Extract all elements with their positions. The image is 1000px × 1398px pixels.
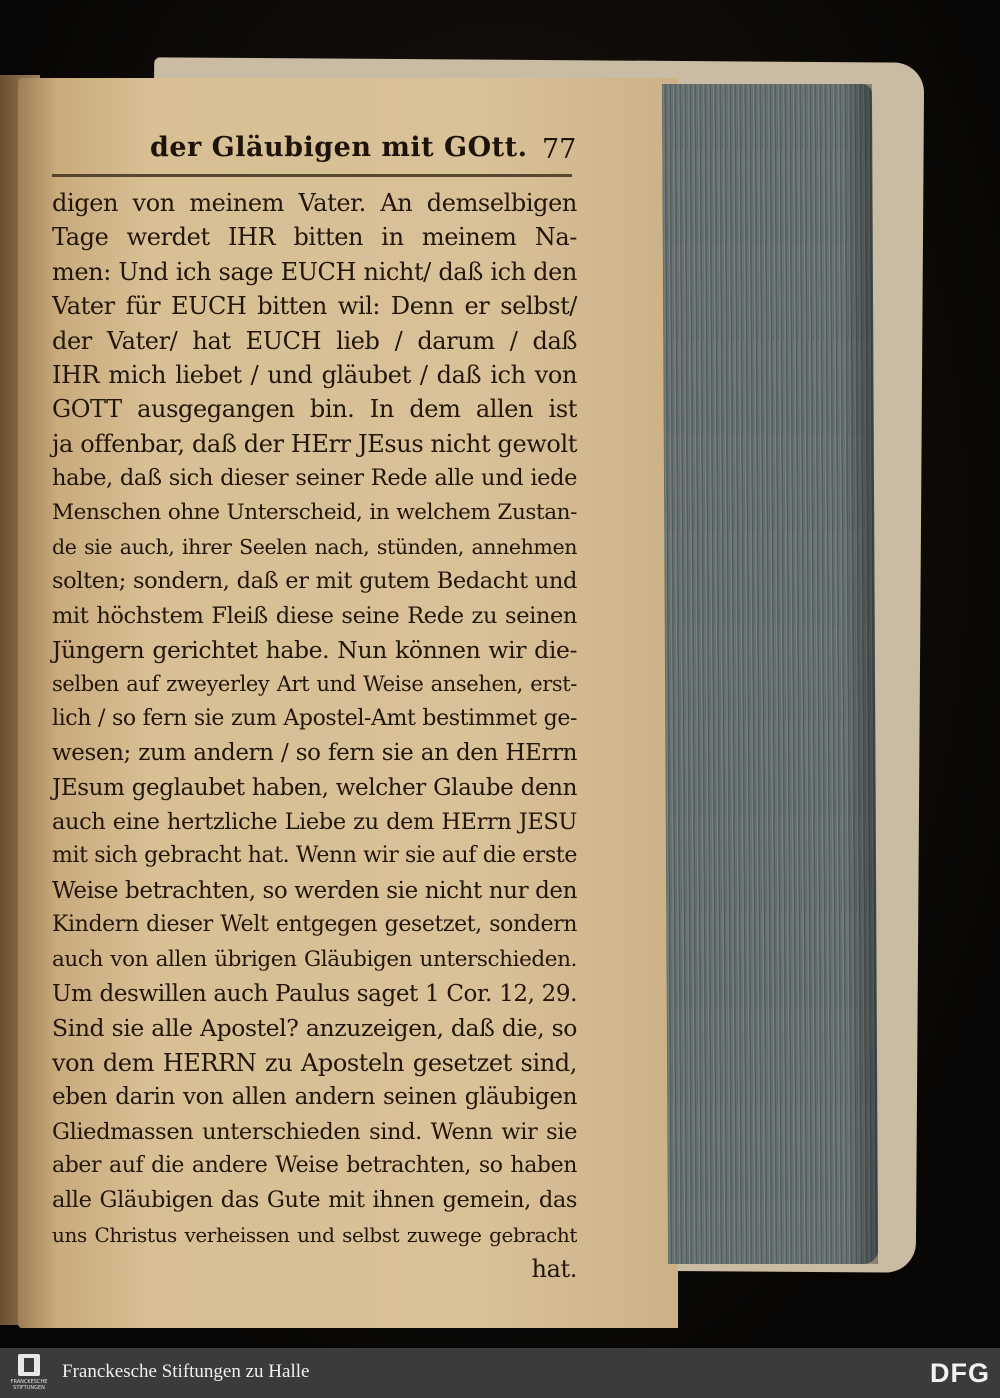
text-line: selben auf zweyerley Art und Weise ansehen, erst- bbox=[52, 672, 577, 697]
page-block-edge bbox=[662, 84, 878, 1264]
text-line: digen von meinem Vater. An demselbigen bbox=[52, 189, 577, 217]
page-number: 77 bbox=[542, 134, 577, 165]
text-line: Menschen ohne Unterscheid, in welchem Zustan- bbox=[52, 499, 577, 525]
text-line: Vater für EUCH bitten wil: Denn er selbst/ bbox=[52, 292, 577, 321]
header-rule bbox=[52, 174, 572, 177]
text-line: Jüngern gerichtet habe. Nun können wir die- bbox=[52, 636, 577, 665]
logo-line-2: STIFTUNGEN bbox=[13, 1385, 45, 1391]
logo-line-1: FRANCKESCHE bbox=[10, 1379, 48, 1385]
text-line: mit sich gebracht hat. Wenn wir sie auf die erste bbox=[52, 843, 577, 869]
text-line: von dem HERRN zu Aposteln gesetzet sind, bbox=[52, 1048, 577, 1077]
text-line: Sind sie alle Apostel? anzuzeigen, daß die, so bbox=[52, 1014, 577, 1043]
text-line: der Vater/ hat EUCH lieb / darum / daß bbox=[52, 326, 577, 355]
text-line: auch von allen übrigen Gläubigen unterschieden. bbox=[52, 946, 577, 972]
text-line: GOTT ausgegangen bin. In dem allen ist bbox=[52, 395, 577, 424]
viewer-footer bbox=[0, 1348, 1000, 1398]
text-line: auch eine hertzliche Liebe zu dem HErrn JESU bbox=[52, 809, 577, 836]
running-title: der Gläubigen mit GOtt. bbox=[150, 132, 528, 163]
text-line: de sie auch, ihrer Seelen nach, stünden, annehmen bbox=[52, 534, 577, 559]
text-line: JEsum geglaubet haben, welcher Glaube denn bbox=[52, 774, 577, 801]
text-line: Gliedmassen unterschieden sind. Wenn wir sie bbox=[52, 1118, 577, 1145]
text-line: alle Gläubigen das Gute mit ihnen gemein, das bbox=[52, 1187, 577, 1214]
text-line: Kindern dieser Welt entgegen gesetzet, sondern bbox=[52, 912, 577, 938]
text-line: solten; sondern, daß er mit gutem Bedacht und bbox=[52, 568, 577, 595]
text-line: Um deswillen auch Paulus saget 1 Cor. 12, 29. bbox=[52, 980, 577, 1007]
text-line: IHR mich liebet / und gläubet / daß ich von bbox=[52, 360, 577, 389]
text-line: uns Christus verheissen und selbst zuwege gebracht bbox=[52, 1222, 577, 1247]
page-header bbox=[150, 132, 580, 172]
body-text bbox=[52, 186, 577, 1287]
text-line: Tage werdet IHR bitten in meinem Na- bbox=[52, 223, 577, 252]
dfg-logo[interactable]: DFG bbox=[930, 1358, 990, 1388]
text-line: ja offenbar, daß der HErr JEsus nicht gewolt bbox=[52, 429, 577, 458]
institution-name[interactable]: Franckesche Stiftungen zu Halle bbox=[62, 1361, 310, 1382]
franckesche-logo[interactable] bbox=[6, 1354, 52, 1394]
text-line: mit höchstem Fleiß diese seine Rede zu seinen bbox=[52, 602, 577, 629]
text-line: Weise betrachten, so werden sie nicht nur den bbox=[52, 877, 578, 904]
text-line: men: Und ich sage EUCH nicht/ daß ich den bbox=[52, 257, 577, 286]
text-line: habe, daß sich dieser seiner Rede alle und iede bbox=[52, 465, 577, 492]
text-line: wesen; zum andern / so fern sie an den HErrn bbox=[52, 740, 577, 767]
text-line: eben darin von allen andern seinen gläubigen bbox=[52, 1084, 577, 1111]
text-line: lich / so fern sie zum Apostel-Amt bestimmet ge- bbox=[52, 705, 577, 731]
catchword: hat. bbox=[531, 1255, 577, 1284]
logo-caption bbox=[6, 1379, 52, 1391]
text-line: aber auf die andere Weise betrachten, so haben bbox=[52, 1152, 577, 1178]
building-icon bbox=[18, 1354, 40, 1376]
